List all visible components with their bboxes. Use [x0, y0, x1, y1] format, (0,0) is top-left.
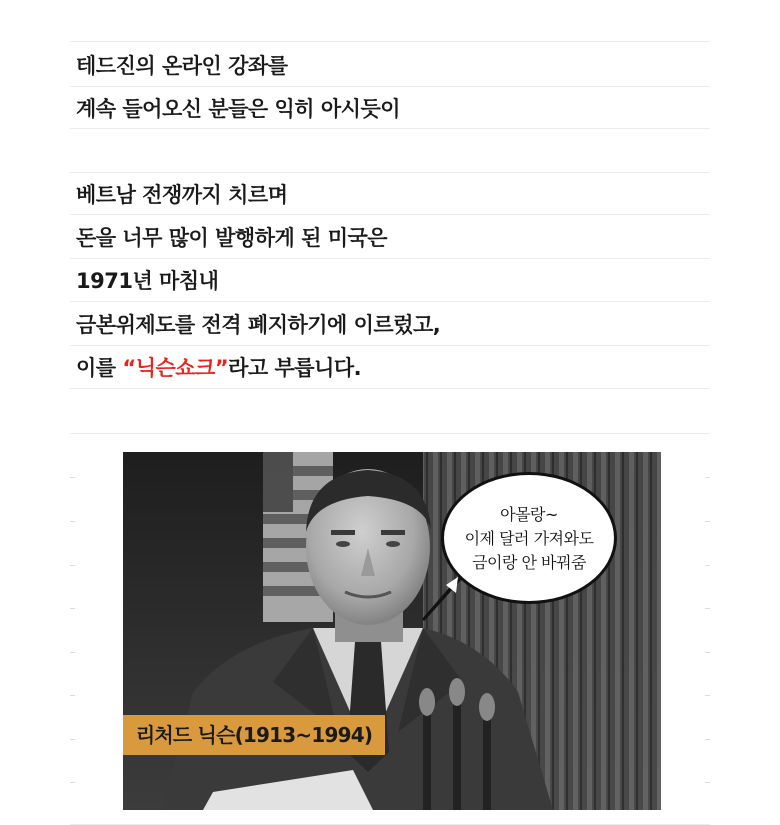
divider	[70, 172, 710, 173]
divider	[70, 345, 710, 346]
margin-mark	[705, 565, 710, 566]
speech-bubble-tail	[420, 575, 470, 625]
highlighted-term: “닉슨쇼크”	[122, 356, 229, 380]
margin-mark	[705, 782, 710, 783]
text-segment: 이를	[76, 356, 123, 380]
margin-mark	[70, 782, 75, 783]
divider	[70, 301, 710, 302]
margin-mark	[70, 521, 75, 522]
bubble-line: 이제 달러 가져와도	[464, 529, 594, 548]
margin-mark	[70, 477, 75, 478]
divider	[70, 214, 710, 215]
margin-mark	[70, 739, 75, 740]
bubble-line: 금이랑 안 바꿔줌	[472, 553, 586, 572]
margin-mark	[70, 695, 75, 696]
divider	[70, 128, 710, 129]
text-line: 금본위제도를 전격 폐지하기에 이르렀고,	[76, 313, 441, 337]
text-line: 테드진의 온라인 강좌를	[76, 54, 288, 78]
margin-mark	[70, 565, 75, 566]
text-line-nixon-shock	[76, 354, 361, 382]
photo-caption: 리처드 닉슨(1913~1994)	[123, 715, 385, 755]
margin-mark	[705, 652, 710, 653]
margin-mark	[705, 477, 710, 478]
text-line: 1971년 마침내	[76, 269, 219, 293]
divider	[70, 86, 710, 87]
margin-mark	[705, 608, 710, 609]
bubble-line: 아몰랑~	[500, 505, 558, 524]
margin-mark	[705, 521, 710, 522]
speech-bubble-text	[441, 503, 617, 575]
margin-mark	[705, 695, 710, 696]
margin-mark	[705, 739, 710, 740]
text-segment: 라고 부릅니다.	[228, 356, 362, 380]
text-line: 돈을 너무 많이 발행하게 된 미국은	[76, 226, 388, 250]
text-line: 베트남 전쟁까지 치르며	[76, 183, 288, 207]
text-line: 계속 들어오신 분들은 익히 아시듯이	[76, 97, 401, 121]
divider	[70, 41, 710, 42]
margin-mark	[70, 608, 75, 609]
divider	[70, 433, 710, 434]
divider	[70, 388, 710, 389]
margin-mark	[70, 652, 75, 653]
divider	[70, 258, 710, 259]
